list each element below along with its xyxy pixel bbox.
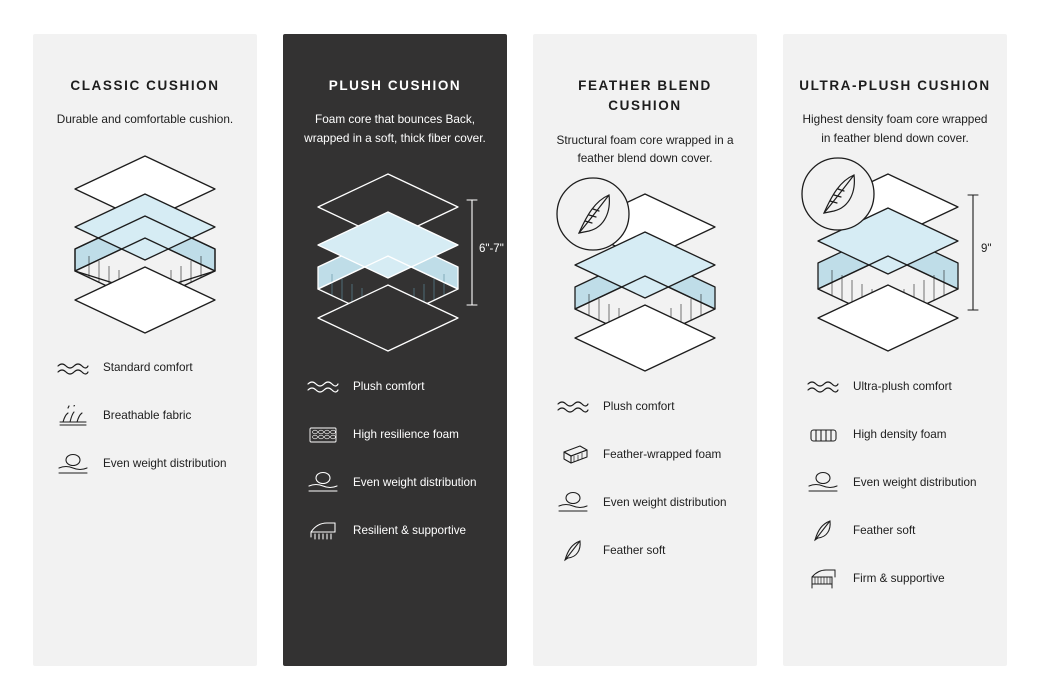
- cushion-diagram-feather-blend: [533, 175, 757, 390]
- list-item: [555, 440, 735, 470]
- wave-icon: [805, 372, 841, 402]
- wave-icon: [555, 392, 591, 422]
- feature-label: Even weight distribution: [853, 475, 977, 489]
- feature-label: Breathable fabric: [103, 409, 192, 423]
- cushion-card-classic: [33, 34, 257, 666]
- page-title: PLUSH CUSHION: [328, 78, 462, 93]
- density-foam-icon: [805, 420, 841, 450]
- feature-label: Feather soft: [853, 523, 916, 537]
- list-item: [555, 488, 735, 518]
- card-description: Durable and comfortable cushion.: [56, 112, 234, 127]
- breathable-fabric-icon: [55, 402, 91, 432]
- honeycomb-icon: [305, 420, 341, 450]
- list-item: [305, 468, 485, 498]
- list-item: [305, 516, 485, 546]
- feature-label: Resilient & supportive: [353, 523, 467, 537]
- page-title: FEATHER BLEND CUSHION: [578, 78, 712, 114]
- page-title: CLASSIC CUSHION: [70, 78, 220, 93]
- even-weight-icon: [305, 468, 341, 498]
- list-item: [555, 392, 735, 422]
- list-item: [805, 516, 985, 546]
- list-item: [805, 420, 985, 450]
- cushion-card-plush: [283, 34, 507, 666]
- leaf-icon: [555, 536, 591, 566]
- even-weight-icon: [55, 450, 91, 480]
- list-item: [55, 450, 235, 480]
- feature-label: Plush comfort: [603, 399, 675, 413]
- feature-label: Feather-wrapped foam: [603, 447, 722, 461]
- leaf-badge: [557, 178, 629, 250]
- feature-label: Even weight distribution: [103, 457, 227, 471]
- feature-label: High resilience foam: [353, 427, 459, 441]
- feather-wrapped-foam-icon: [555, 440, 591, 470]
- feature-label: Plush comfort: [353, 379, 425, 393]
- feature-label: Standard comfort: [103, 361, 193, 375]
- wave-icon: [55, 354, 91, 384]
- feature-label: High density foam: [853, 427, 947, 441]
- list-item: [555, 536, 735, 566]
- wave-icon: [305, 372, 341, 402]
- even-weight-icon: [555, 488, 591, 518]
- list-item: [805, 372, 985, 402]
- cushion-diagram-plush: [283, 155, 507, 370]
- leaf-badge: [802, 158, 874, 230]
- list-item: [805, 564, 985, 594]
- card-description: Structural foam core wrapped in a feather blend down cover.: [556, 132, 734, 165]
- card-description: Highest density foam core wrapped in feather blend down cover.: [802, 112, 988, 145]
- list-item: [805, 468, 985, 498]
- cushion-card-feather-blend: [533, 34, 757, 666]
- feature-list-feather-blend: [533, 392, 757, 594]
- feature-list-ultra-plush: [783, 372, 1007, 622]
- dimension-label: 6"-7": [479, 242, 504, 255]
- cushion-diagram-classic: [33, 137, 257, 352]
- page-title: ULTRA-PLUSH CUSHION: [799, 78, 991, 93]
- list-item: [305, 420, 485, 450]
- feature-label: Even weight distribution: [603, 495, 727, 509]
- card-description: Foam core that bounces Back, wrapped in a soft, thick fiber cover.: [304, 112, 486, 145]
- list-item: [55, 354, 235, 384]
- list-item: [305, 372, 485, 402]
- feature-label: Even weight distribution: [353, 475, 477, 489]
- feature-label: Ultra-plush comfort: [853, 379, 952, 393]
- feature-list-classic: [33, 354, 257, 508]
- feature-label: Firm & supportive: [853, 571, 945, 585]
- supportive-seat-icon: [305, 516, 341, 546]
- list-item: [55, 402, 235, 432]
- dimension-label: 9": [981, 242, 992, 255]
- feature-label: Feather soft: [603, 543, 666, 557]
- leaf-icon: [805, 516, 841, 546]
- cushion-card-ultra-plush: [783, 34, 1007, 666]
- firm-supportive-icon: [805, 564, 841, 594]
- feature-list-plush: [283, 372, 507, 574]
- even-weight-icon: [805, 468, 841, 498]
- cushion-diagram-ultra-plush: [783, 155, 1007, 370]
